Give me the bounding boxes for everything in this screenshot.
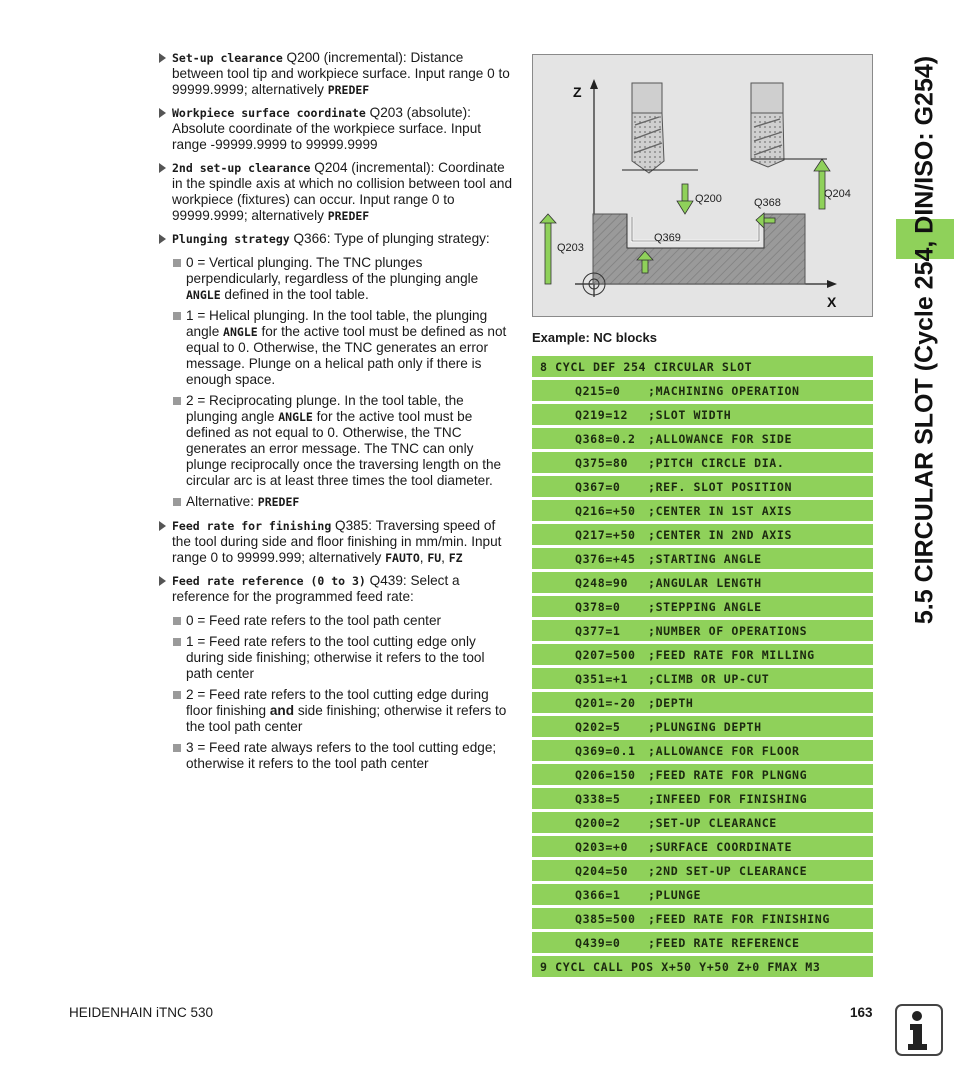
nc-comment: ;STEPPING ANGLE bbox=[648, 600, 762, 614]
square-bullet-icon bbox=[173, 638, 181, 646]
z-axis-arrow-icon bbox=[590, 79, 598, 89]
nc-parameter: Q369=0.1 bbox=[575, 744, 636, 758]
workpiece bbox=[593, 214, 805, 284]
parameter-descriptions bbox=[158, 50, 514, 780]
nc-block-row bbox=[532, 572, 873, 593]
nc-parameter: Q206=150 bbox=[575, 768, 636, 782]
q368-label: Q368 bbox=[754, 197, 781, 209]
list-item: 3 = Feed rate always refers to the tool cutting edge; otherwise it refers to the tool path center bbox=[158, 740, 514, 772]
nc-block-row bbox=[532, 620, 873, 641]
nc-comment: ;INFEED FOR FINISHING bbox=[648, 792, 808, 806]
param-q200 bbox=[158, 50, 514, 98]
nc-block-row bbox=[532, 764, 873, 785]
nc-block-row bbox=[532, 716, 873, 737]
nc-parameter: Q375=80 bbox=[575, 456, 629, 470]
list-item: Alternative: PREDEF bbox=[158, 494, 514, 510]
nc-comment: ;ANGULAR LENGTH bbox=[648, 576, 762, 590]
param-q385: Feed rate for finishing Q385: Traversing speed of the tool during side and floor finishing in mm/min. Input range 0 to 99999.999; alternatively FAUTO, FU, FZ bbox=[158, 518, 514, 566]
nc-block-row bbox=[532, 932, 873, 953]
list-item: 1 = Helical plunging. In the tool table, the plunging angle ANGLE for the active tool must be defined as not equal to 0. Otherwise, the TNC generates an error message. Plunge on a helical path only if there is enough space. bbox=[158, 308, 514, 388]
nc-parameter: Q376=+45 bbox=[575, 552, 636, 566]
end-mill-left bbox=[632, 83, 664, 173]
info-glyph-icon bbox=[897, 1006, 941, 1054]
x-axis-arrow-icon bbox=[827, 280, 837, 288]
nc-parameter: Q200=2 bbox=[575, 816, 621, 830]
nc-parameter: Q338=5 bbox=[575, 792, 621, 806]
square-bullet-icon bbox=[173, 617, 181, 625]
nc-parameter: Q215=0 bbox=[575, 384, 621, 398]
nc-parameter: Q366=1 bbox=[575, 888, 621, 902]
nc-block-row bbox=[532, 524, 873, 545]
nc-comment: ;FEED RATE REFERENCE bbox=[648, 936, 800, 950]
nc-parameter: Q203=+0 bbox=[575, 840, 629, 854]
nc-block-row bbox=[532, 692, 873, 713]
triangle-bullet-icon bbox=[159, 521, 166, 531]
param-term: Set-up clearance bbox=[172, 51, 283, 65]
nc-comment: ;MACHINING OPERATION bbox=[648, 384, 800, 398]
nc-parameter: Q385=500 bbox=[575, 912, 636, 926]
nc-parameter: Q201=-20 bbox=[575, 696, 636, 710]
nc-comment: ;NUMBER OF OPERATIONS bbox=[648, 624, 808, 638]
nc-comment: ;CENTER IN 2ND AXIS bbox=[648, 528, 793, 542]
square-bullet-icon bbox=[173, 691, 181, 699]
param-keyword: PREDEF bbox=[327, 209, 370, 223]
nc-comment: ;ALLOWANCE FOR SIDE bbox=[648, 432, 793, 446]
nc-parameter: Q216=+50 bbox=[575, 504, 636, 518]
page-number: 163 bbox=[850, 1005, 873, 1020]
nc-comment: ;FEED RATE FOR PLNGNG bbox=[648, 768, 808, 782]
param-term: Plunging strategy bbox=[172, 232, 290, 246]
nc-block-row bbox=[532, 452, 873, 473]
param-q439 bbox=[158, 573, 514, 605]
nc-comment: ;PITCH CIRCLE DIA. bbox=[648, 456, 785, 470]
nc-comment: ;PLUNGING DEPTH bbox=[648, 720, 762, 734]
nc-comment: ;SET-UP CLEARANCE bbox=[648, 816, 777, 830]
q200-arrow-icon bbox=[677, 184, 693, 214]
triangle-bullet-icon bbox=[159, 108, 166, 118]
param-q366 bbox=[158, 231, 514, 247]
list-item: 2 = Feed rate refers to the tool cutting edge during floor finishing and side finishing; otherwise it refers to the tool path center bbox=[158, 687, 514, 735]
nc-block-row bbox=[532, 908, 873, 929]
list-item: 0 = Vertical plunging. The TNC plunges perpendicularly, regardless of the plunging angle ANGLE defined in the tool table. bbox=[158, 255, 514, 303]
nc-parameter: Q367=0 bbox=[575, 480, 621, 494]
param-term: 2nd set-up clearance bbox=[172, 161, 311, 175]
q203-arrow-icon bbox=[540, 214, 556, 284]
param-text: Q439: Select a reference for the programmed feed rate: bbox=[172, 573, 460, 604]
square-bullet-icon bbox=[173, 312, 181, 320]
nc-block-row bbox=[532, 428, 873, 449]
list-item: 1 = Feed rate refers to the tool cutting edge only during side finishing; otherwise it refers to the tool path center bbox=[158, 634, 514, 682]
nc-comment: ;ALLOWANCE FOR FLOOR bbox=[648, 744, 800, 758]
nc-block-row bbox=[532, 644, 873, 665]
nc-parameter: Q439=0 bbox=[575, 936, 621, 950]
list-item: 2 = Reciprocating plunge. In the tool table, the plunging angle ANGLE for the active tool must be defined as not equal to 0. Otherwise, the TNC generates an error message. The TNC can only plunge reciprocally once the traversing length on the circular arc is at least three times the tool diameter. bbox=[158, 393, 514, 489]
nc-block-row bbox=[532, 740, 873, 761]
feed-reference-options bbox=[158, 613, 514, 772]
nc-comment: ;SLOT WIDTH bbox=[648, 408, 732, 422]
square-bullet-icon bbox=[173, 744, 181, 752]
triangle-bullet-icon bbox=[159, 53, 166, 63]
nc-block-row bbox=[532, 380, 873, 401]
nc-parameter: Q368=0.2 bbox=[575, 432, 636, 446]
q200-label: Q200 bbox=[695, 193, 722, 205]
slot-diagram bbox=[532, 54, 873, 317]
q369-label: Q369 bbox=[654, 232, 681, 244]
nc-parameter: Q351=+1 bbox=[575, 672, 629, 686]
param-text: Q200 (incremental): Distance between tool tip and workpiece surface. Input range 0 to 99999.9999; alternatively bbox=[172, 50, 510, 97]
nc-block-cycl-call: 9 CYCL CALL POS X+50 Y+50 Z+0 FMAX M3 bbox=[532, 956, 873, 977]
nc-block-rows bbox=[532, 380, 873, 953]
nc-parameter: Q377=1 bbox=[575, 624, 621, 638]
example-title: Example: NC blocks bbox=[532, 330, 657, 345]
nc-comment: ;FEED RATE FOR MILLING bbox=[648, 648, 815, 662]
nc-block-row bbox=[532, 836, 873, 857]
square-bullet-icon bbox=[173, 259, 181, 267]
nc-block-row bbox=[532, 860, 873, 881]
nc-block-row bbox=[532, 500, 873, 521]
nc-parameter: Q202=5 bbox=[575, 720, 621, 734]
nc-block-row bbox=[532, 404, 873, 425]
nc-parameter: Q248=90 bbox=[575, 576, 629, 590]
slot-diagram-svg bbox=[533, 55, 874, 318]
nc-block-row bbox=[532, 788, 873, 809]
footer-product: HEIDENHAIN iTNC 530 bbox=[69, 1005, 214, 1020]
nc-comment: ;STARTING ANGLE bbox=[648, 552, 762, 566]
square-bullet-icon bbox=[173, 397, 181, 405]
nc-comment: ;CLIMB OR UP-CUT bbox=[648, 672, 770, 686]
param-term: Feed rate for finishing bbox=[172, 519, 332, 533]
nc-block-row bbox=[532, 884, 873, 905]
plunging-options bbox=[158, 255, 514, 510]
nc-comment: ;PLUNGE bbox=[648, 888, 702, 902]
z-axis-label: Z bbox=[573, 84, 582, 100]
param-keyword: PREDEF bbox=[327, 83, 370, 97]
nc-block-row bbox=[532, 548, 873, 569]
nc-block-row bbox=[532, 812, 873, 833]
nc-parameter: Q204=50 bbox=[575, 864, 629, 878]
nc-block-cycl-def: 8 CYCL DEF 254 CIRCULAR SLOT bbox=[532, 356, 873, 377]
nc-parameter: Q378=0 bbox=[575, 600, 621, 614]
triangle-bullet-icon bbox=[159, 234, 166, 244]
nc-comment: ;FEED RATE FOR FINISHING bbox=[648, 912, 830, 926]
slot-contour bbox=[627, 214, 764, 248]
nc-comment: ;2ND SET-UP CLEARANCE bbox=[648, 864, 808, 878]
nc-comment: ;CENTER IN 1ST AXIS bbox=[648, 504, 793, 518]
nc-block-row bbox=[532, 476, 873, 497]
q203-label: Q203 bbox=[557, 242, 584, 254]
triangle-bullet-icon bbox=[159, 163, 166, 173]
nc-block-row bbox=[532, 596, 873, 617]
triangle-bullet-icon bbox=[159, 576, 166, 586]
square-bullet-icon bbox=[173, 498, 181, 506]
nc-parameter: Q219=12 bbox=[575, 408, 629, 422]
nc-block-row bbox=[532, 668, 873, 689]
info-icon bbox=[895, 1004, 943, 1056]
nc-block-listing bbox=[532, 356, 873, 980]
list-item: 0 = Feed rate refers to the tool path center bbox=[158, 613, 514, 629]
param-q203 bbox=[158, 105, 514, 153]
nc-parameter: Q217=+50 bbox=[575, 528, 636, 542]
param-text: Q385: Traversing speed of the tool during side and floor finishing in mm/min. Input range 0 to 99999.999; alternatively bbox=[172, 518, 502, 565]
nc-comment: ;SURFACE COORDINATE bbox=[648, 840, 793, 854]
x-axis-label: X bbox=[827, 294, 837, 310]
q204-arrow-icon bbox=[814, 159, 830, 209]
q204-label: Q204 bbox=[824, 188, 851, 200]
end-mill-right bbox=[751, 83, 784, 167]
param-q204 bbox=[158, 160, 514, 224]
finish-path bbox=[632, 217, 759, 241]
param-text: Q366: Type of plunging strategy: bbox=[289, 231, 490, 246]
nc-comment: ;REF. SLOT POSITION bbox=[648, 480, 793, 494]
param-term: Feed rate reference (0 to 3) bbox=[172, 574, 366, 588]
param-text: Q203 (absolute): Absolute coordinate of the workpiece surface. Input range -99999.9999 to 99999.9999 bbox=[172, 105, 482, 152]
nc-parameter: Q207=500 bbox=[575, 648, 636, 662]
param-term: Workpiece surface coordinate bbox=[172, 106, 366, 120]
nc-comment: ;DEPTH bbox=[648, 696, 694, 710]
param-text: Q204 (incremental): Coordinate in the spindle axis at which no collision between tool and workpiece (fixtures) can occur. Input range 0 to 99999.9999; alternatively bbox=[172, 160, 513, 223]
